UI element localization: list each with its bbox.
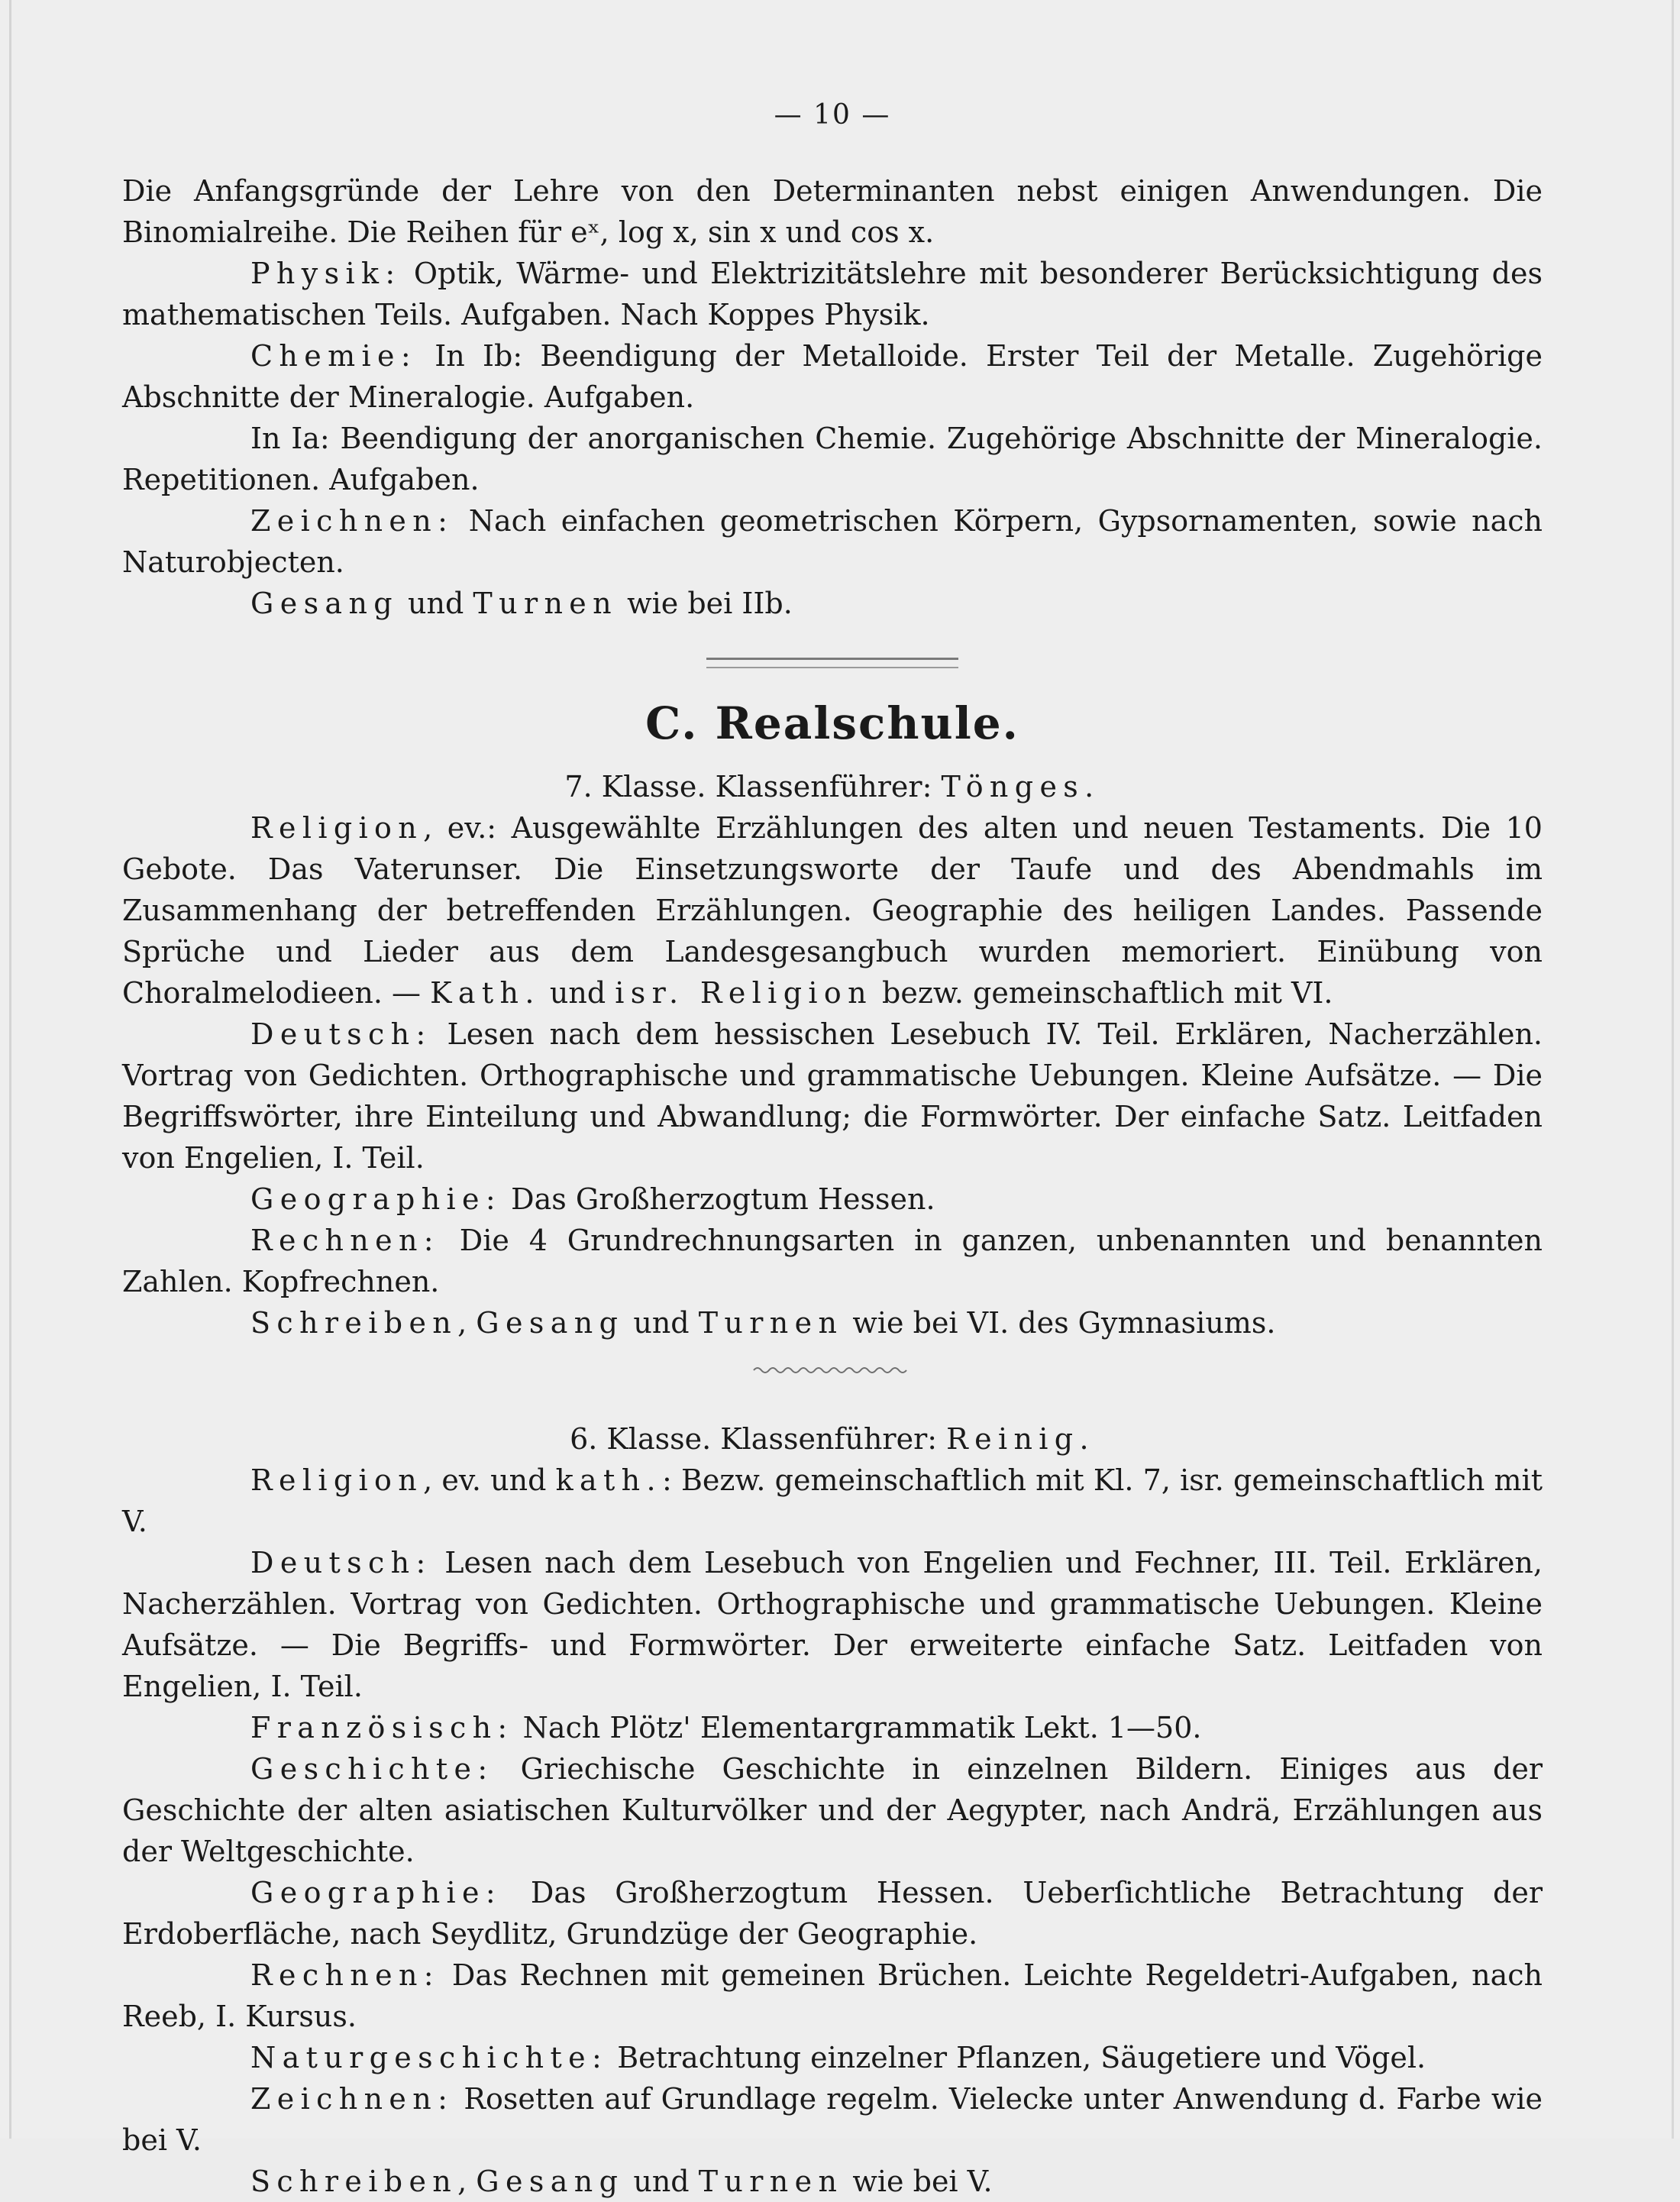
text-und-7: und (624, 1306, 699, 1340)
class-7-heading (122, 766, 1543, 807)
page-edge-left (9, 0, 11, 2139)
paragraph-6-schreiben (122, 2161, 1543, 2202)
subject-label-deutsch-6: Deutsch: (250, 1546, 432, 1580)
subject-label-naturgeschichte: Naturgeschichte: (250, 2041, 609, 2074)
text-gesang-rest: wie bei IIb. (618, 587, 793, 620)
paragraph-7-religion (122, 807, 1543, 1014)
paragraph-6-franzoesisch (122, 1707, 1543, 1748)
subject-label-gesang-7: Gesang (476, 1306, 625, 1340)
subject-label-schreiben-6: Schreiben (250, 2165, 458, 2198)
page-content (122, 99, 1543, 2202)
paragraph-physik (122, 253, 1543, 335)
text-7-religion-tail: bezw. gemeinschaftlich mit VI. (872, 976, 1333, 1010)
text-und: und (398, 587, 473, 620)
subject-label-kath-6: kath. (555, 1463, 662, 1497)
text-6-naturgeschichte: Betrachtung einzelner Pflanzen, Säugetiere und Vögel. (608, 2041, 1426, 2074)
paragraph-7-rechnen (122, 1220, 1543, 1302)
subject-label-franzoesisch: Französisch: (250, 1711, 514, 1744)
paragraph-6-naturgeschichte (122, 2037, 1543, 2078)
text-chemie: In Ib: Beendigung der Metalloide. Erster Teil der Metalle. Zugehörige Abschnitte der Mineralogie. Aufgaben. (122, 339, 1543, 414)
subject-label-rechnen: Rechnen: (250, 1224, 440, 1257)
section-divider-rule (706, 658, 958, 668)
subject-label-religion-6: Religion (250, 1463, 424, 1497)
subject-label-deutsch: Deutsch: (250, 1017, 432, 1051)
text-6-geschichte: Griechische Geschichte in einzelnen Bildern. Einiges aus der Geschichte der alten asiatischen Kulturvölker und der Aegypter, nach Andrä, Erzählungen aus der Weltgeschichte. (122, 1752, 1543, 1868)
page-number: — 10 — (774, 99, 891, 131)
page-edge-right (1672, 0, 1674, 2139)
class-6-heading-text: 6. Klasse. Klassenführer: (570, 1422, 947, 1456)
text-7-geographie: Das Großherzogtum Hessen. (502, 1182, 935, 1216)
paragraph-7-geographie (122, 1179, 1543, 1220)
subject-label-gesang-6: Gesang (476, 2165, 625, 2198)
text-7-religion: , ev.: Ausgewählte Erzählungen des alten und neuen Testaments. Die 10 Gebote. Das Vaterunser. Die Einsetzungsworte der Taufe und des Abendmahls im Zusammenhang der betreffenden Erzählungen. Geographie des heiligen Landes. Passende Sprüche und Lieder aus dem Landesgesangbuch wurden memoriert. Einübung von Choralmelodieen. — (122, 811, 1543, 1010)
paragraph-7-schreiben (122, 1302, 1543, 1344)
text-6-franzoesisch: Nach Plötz' Elementargrammatik Lekt. 1—50. (513, 1711, 1202, 1744)
class-7-teacher: Tönges. (941, 770, 1100, 804)
subject-label-zeichnen: Zeichnen: (250, 504, 454, 538)
paragraph-gesang-turnen (122, 583, 1543, 624)
subject-label-geographie: Geographie: (250, 1182, 502, 1216)
subject-label-gesang: Gesang (250, 587, 399, 620)
text-6-geographie: Das Großherzogtum Hessen. Ueberſichtliche Betrachtung der Erdoberfläche, nach Seydlitz, Grundzüge der Geographie. (122, 1876, 1543, 1951)
subject-label-turnen: Turnen (473, 587, 618, 620)
text-6-religion: : Bezw. gemeinschaftlich mit Kl. 7, isr. gemeinschaftlich mit V. (122, 1463, 1543, 1538)
text-6-schreiben-rest: wie bei V. (843, 2165, 993, 2198)
text-6-deutsch: Lesen nach dem Lesebuch von Engelien und Fechner, III. Teil. Erklären, Nacherzählen. Vortrag von Gedichten. Orthographische und grammatische Uebungen. Kleine Aufsätze. — Die Begriffs- und Formwörter. Der erweiterte einfache Satz. Leitfaden von Engelien, I. Teil. (122, 1546, 1543, 1703)
text-7-schreiben-rest: wie bei VI. des Gymnasiums. (843, 1306, 1276, 1340)
text-6-zeichnen: Rosetten auf Grundlage regelm. Vielecke unter Anwendung d. Farbe wie bei V. (122, 2082, 1543, 2157)
paragraph-chemie-ia (122, 418, 1543, 500)
class-7-heading-text: 7. Klasse. Klassenführer: (564, 770, 942, 804)
paragraph-6-religion (122, 1460, 1543, 1542)
paragraph-zeichnen (122, 500, 1543, 583)
text-7-rechnen: Die 4 Grundrechnungsarten in ganzen, unbenannten und benannten Zahlen. Kopfrechnen. (122, 1224, 1543, 1298)
paragraph-determinanten (122, 170, 1543, 253)
class-6-heading (122, 1418, 1543, 1460)
subject-label-isr: isr. (615, 976, 685, 1010)
subject-label-religion-2: Religion (684, 976, 873, 1010)
subject-label-geographie-6: Geographie: (250, 1876, 502, 1909)
subject-label-chemie: Chemie: (250, 339, 418, 373)
text-chemie-ia: In Ia: Beendigung der anorganischen Chemie. Zugehörige Abschnitte der Mineralogie. Repetitionen. Aufgaben. (122, 422, 1543, 496)
subject-label-geschichte: Geschichte: (250, 1752, 494, 1786)
text-und-6: und (624, 2165, 699, 2198)
subject-label-zeichnen-6: Zeichnen: (250, 2082, 454, 2116)
text-6-religion-mid: , ev. und (423, 1463, 556, 1497)
subject-label-turnen-7: Turnen (698, 1306, 844, 1340)
text-6-rechnen: Das Rechnen mit gemeinen Brüchen. Leichte Regeldetri-Aufgaben, nach Reeb, I. Kursus. (122, 1958, 1543, 2033)
subject-label-kath: Kath. (430, 976, 541, 1010)
paragraph-6-deutsch (122, 1542, 1543, 1707)
wavy-divider (752, 1365, 913, 1376)
paragraph-6-geographie (122, 1872, 1543, 1955)
text-comma: , (457, 1306, 477, 1340)
paragraph-6-rechnen (122, 1955, 1543, 2037)
text-7-deutsch: Lesen nach dem hessischen Lesebuch IV. Teil. Erklären, Nacherzählen. Vortrag von Gedichten. Orthographische und grammatische Uebungen. Kleine Aufsätze. — Die Begriffswörter, ihre Einteilung und Abwandlung; die Formwörter. Der einfache Satz. Leitfaden von Engelien, I. Teil. (122, 1017, 1543, 1175)
subject-label-rechnen-6: Rechnen: (250, 1958, 440, 1992)
subject-label-schreiben: Schreiben (250, 1306, 458, 1340)
text-physik: Optik, Wärme- und Elektrizitätslehre mit besonderer Berücksichtigung des mathematischen Teils. Aufgaben. Nach Koppes Physik. (122, 257, 1543, 331)
paragraph-6-geschichte (122, 1748, 1543, 1872)
text-determinanten: Die Anfangsgründe der Lehre von den Determinanten nebst einigen Anwendungen. Die Binomialreihe. Die Reihen für eˣ, log x, sin x und cos x. (122, 174, 1543, 249)
section-title: C. Realschule. (645, 697, 1019, 749)
subject-label-turnen-6: Turnen (698, 2165, 844, 2198)
paragraph-chemie (122, 335, 1543, 418)
paragraph-6-zeichnen (122, 2078, 1543, 2161)
subject-label-physik: Physik: (250, 257, 402, 290)
class-6-teacher: Reinig. (946, 1422, 1095, 1456)
text-zeichnen: Nach einfachen geometrischen Körpern, Gypsornamenten, sowie nach Naturobjecten. (122, 504, 1543, 579)
subject-label-religion: Religion (250, 811, 424, 845)
text-7-und: und (540, 976, 615, 1010)
paragraph-7-deutsch (122, 1014, 1543, 1179)
text-comma-6: , (457, 2165, 477, 2198)
